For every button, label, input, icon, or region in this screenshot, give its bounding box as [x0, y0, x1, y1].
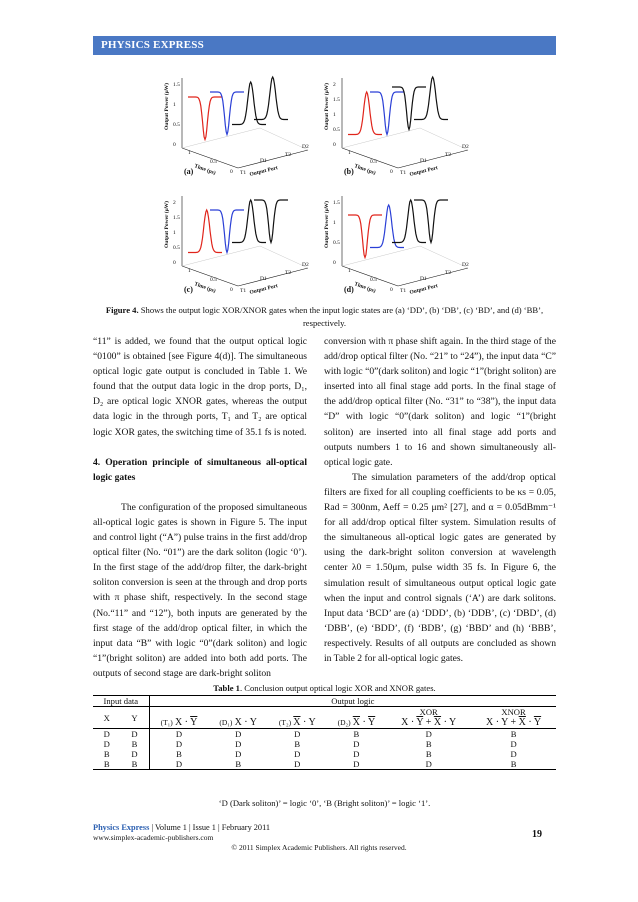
xor-expr-a: X · — [401, 717, 417, 728]
col-t2-header — [268, 717, 327, 729]
table-cell: D — [235, 729, 242, 739]
table-cell: B — [425, 739, 432, 749]
grid-line — [342, 128, 420, 148]
pulse-curve-t2 — [392, 200, 426, 243]
pulse-curve-t2 — [232, 82, 266, 125]
table-row — [93, 729, 556, 740]
figure-panel-d — [320, 188, 475, 298]
y-axis-label: Output Power (μW) — [324, 82, 330, 130]
x-tick-label: 1 — [188, 150, 191, 156]
port-tick-label: T1 — [400, 288, 407, 294]
y-tick-label: 0 — [333, 260, 336, 266]
port-axis-label: Output Port — [249, 165, 279, 178]
table-cell: B — [425, 749, 432, 759]
x-tick-label: 1 — [348, 268, 351, 274]
x-tick-label: 0.5 — [210, 159, 217, 165]
table-cell: B — [120, 759, 149, 770]
y-tick-label: 2 — [333, 82, 336, 88]
col-x-header: X — [103, 712, 110, 723]
pulse-curve-t1 — [188, 210, 222, 253]
figure-panel-a — [160, 70, 315, 180]
y-tick-label: 0.5 — [173, 122, 180, 128]
grid-line — [260, 128, 308, 150]
table-footnote: ‘D (Dark soliton)’ = logic ‘0’, ‘B (Bright soliton)’ = logic ‘1’. — [218, 798, 431, 808]
footer-journal-line — [93, 823, 270, 832]
grid-line — [420, 128, 468, 150]
d1-label: (D₁) — [219, 718, 233, 727]
table-cell: B — [103, 749, 110, 759]
output-power-plot — [320, 188, 475, 298]
figure-panel-b — [320, 70, 475, 180]
col-d1-header — [208, 717, 268, 729]
d2-label: (D₂) — [337, 718, 351, 727]
table-row — [93, 739, 556, 749]
port-tick-label: D1 — [420, 276, 427, 282]
y-tick-label: 2 — [173, 200, 176, 206]
x-axis-label: Time (ps) — [353, 281, 377, 295]
col-d2-header — [327, 717, 387, 729]
journal-title: PHYSICS EXPRESS — [101, 39, 204, 51]
port-tick-label: D1 — [420, 158, 427, 164]
y-tick-label: 1 — [173, 102, 176, 108]
table-cell: B — [510, 759, 517, 769]
table-caption-text: . Conclusion output optical logic XOR and XNOR gates. — [239, 683, 436, 693]
table-cell: D — [175, 759, 183, 769]
d2-expr-a: $\overline{X}$ — [352, 717, 361, 728]
figure-4 — [160, 70, 480, 295]
y-tick-label: 0 — [173, 142, 176, 148]
t2-expr-b: · Y — [300, 717, 316, 728]
footer-copyright: © 2011 Simplex Academic Publishers. All rights reserved. — [231, 843, 407, 852]
col-xnor-expr — [471, 717, 556, 729]
d2-expr-mid: · — [360, 717, 368, 728]
table-cell: D — [235, 739, 242, 749]
x-axis-label: Time (ps) — [353, 163, 377, 177]
group-input-header: Input data — [93, 696, 149, 707]
y-tick-label: 0.5 — [333, 240, 340, 246]
table-cell: D — [510, 739, 517, 749]
y-tick-label: 1.5 — [333, 97, 340, 103]
grid-line — [342, 246, 420, 266]
x-tick-label: 0.5 — [210, 277, 217, 283]
figure-caption-label: Figure 4. — [105, 305, 139, 315]
x-tick-label: 0.5 — [370, 277, 377, 283]
table-cell: D — [353, 749, 360, 759]
grid-line — [182, 246, 260, 266]
x-tick-label: 0 — [230, 169, 233, 175]
port-axis-label: Output Port — [409, 283, 439, 296]
right-paragraph-2: The simulation parameters of the add/drop optical filters are fixed for all coupling coefficients to be κs = 0.05, Rad = 300nm, Aeff = 0.25 μm² [27], and α = 0.05dBmm⁻¹ for all add/drop optical filter system. Simulation results of the simultaneous all-optical logic gates are generated by using the dark-bright soliton conversion at wavelength center λ0 = 1.50μm, pulse width 35 fs. In Figure 6, the simulation result of simultaneous output optical logic gate when the input and control signals (‘A’) are dark solitons. Input data ‘BCD’ are (a) ‘DDD’, (b) ‘DDB’, (c) ‘DBD’, (d) ‘DBB’, (e) ‘BDD’, (f) ‘BDB’, (g) ‘BBD’ and (h) ‘BBB’, respectively. Results of all outputs are concluded as shown in Table 2 for all-optical logic gates. — [324, 471, 556, 664]
y-tick-label: 0.5 — [173, 245, 180, 251]
table-cell: B — [510, 729, 517, 739]
figure-panel-c — [160, 188, 315, 298]
table-caption-label: Table 1 — [213, 683, 240, 693]
table-cell: D — [510, 749, 517, 759]
figure-caption — [93, 304, 556, 330]
y-tick-label: 1.5 — [173, 82, 180, 88]
xor-expr-d: $\overline{X}$ — [433, 717, 442, 728]
table-cell: D — [294, 729, 301, 739]
output-power-plot — [160, 70, 315, 180]
port-tick-label: T2 — [285, 270, 292, 276]
port-tick-label: D1 — [260, 276, 267, 282]
xor-expr-e: · Y — [441, 717, 457, 728]
table-cell: D — [425, 729, 432, 739]
y-tick-label: 1.5 — [333, 200, 340, 206]
x-tick-label: 0 — [230, 287, 233, 293]
table-cell: D — [175, 739, 183, 749]
panel-label: (b) — [344, 167, 354, 176]
pulse-curve-d1 — [370, 205, 404, 248]
y-axis-label: Output Power (μW) — [164, 82, 170, 130]
y-tick-label: 1 — [173, 230, 176, 236]
logic-table — [93, 695, 556, 770]
table-cell: B — [235, 759, 242, 769]
port-tick-label: T1 — [240, 288, 247, 294]
figure-caption-text: Shows the output logic XOR/XNOR gates when the input logic states are (a) ‘DD’, (b) ‘DB’, (c) ‘BD’, and (d) ‘BB’, respectively. — [138, 305, 544, 328]
x-tick-label: 1 — [348, 150, 351, 156]
pulse-curve-d1 — [210, 92, 244, 135]
pulse-curve-t1 — [188, 97, 222, 140]
output-power-plot — [160, 188, 315, 298]
y-tick-label: 0.5 — [333, 127, 340, 133]
y-tick-label: 0 — [173, 260, 176, 266]
panel-label: (c) — [184, 285, 193, 294]
group-output-header: Output logic — [331, 696, 375, 706]
footer-issue: | Volume 1 | Issue 1 | February 2011 — [149, 823, 271, 832]
table-cell: D — [235, 749, 242, 759]
port-tick-label: D2 — [302, 262, 309, 268]
grid-line — [260, 246, 308, 268]
col-xnor-header: XNOR — [501, 707, 526, 717]
pulse-curve-t2 — [392, 87, 426, 130]
pulse-curve-t1 — [348, 215, 382, 258]
right-paragraph-1: conversion with π phase shift again. In the third stage of the add/drop optical filter (No. “21” to “24”), the input data “C” with logic “0”(dark soliton) and logic “1”(bright soliton) are inserted into all final stage add ports. In the final stage of the add/drop optical filter (No. “31” to “38”), the input data “D” with logic “0”(dark soliton) and logic “1”(bright soliton) are inserted into all final stage add ports and outputs numbers 1 to 16 and shown simultaneously all-optical logic gate. — [324, 336, 556, 468]
grid-line — [420, 246, 468, 268]
t2-label: (T₂) — [278, 718, 292, 727]
y-tick-label: 0 — [333, 142, 336, 148]
pulse-curve-d2 — [254, 77, 288, 120]
table-cell: B — [176, 749, 182, 759]
xnor-expr-b: $\overline{X}$ — [518, 717, 526, 728]
t2-expr-a: $\overline{X}$ — [293, 717, 301, 728]
port-tick-label: D1 — [260, 158, 267, 164]
table-cell: B — [103, 759, 110, 769]
port-tick-label: D2 — [302, 144, 309, 150]
table-cell: D — [353, 739, 360, 749]
table-cell: D — [294, 749, 301, 759]
x-axis-label: Time (ps) — [193, 281, 217, 295]
table-cell: D — [120, 729, 149, 740]
pulse-curve-d2 — [414, 77, 448, 120]
col-y-header: Y — [120, 707, 149, 729]
pulse-curve-d1 — [370, 92, 404, 135]
table-cell: D — [425, 759, 432, 769]
pulse-curve-d2 — [254, 200, 288, 243]
table-cell: D — [103, 729, 110, 739]
table-cell: D — [294, 759, 301, 769]
col-t1-header — [149, 717, 208, 729]
grid-line — [182, 128, 260, 148]
y-tick-label: 1 — [333, 220, 336, 226]
table-row — [93, 749, 556, 759]
left-paragraph-2: The configuration of the proposed simultaneous all-optical logic gates is shown in Figure 5. The input and control light (“A”) pulse trains in the first add/drop optical filter (No. “01”) are the dark soliton (logic ‘0’). In the first stage of the add/drop filter, the dark-bright soliton conversion is seen at the through and drop ports with π phase shift, respectively. In the second stage (No.“11” and “12”), both inputs are generated by the first stage of the add/drop optical filter, in which the input data “B” with logic “0”(dark soliton) and logic “1”(bright soliton) are added into both add ports. The outputs of second stage are dark-bright soliton — [93, 501, 307, 679]
port-tick-label: D2 — [462, 262, 469, 268]
table-caption — [93, 683, 556, 693]
pulse-curve-d2 — [414, 200, 448, 243]
xor-expr-c: + — [423, 717, 434, 728]
port-tick-label: T2 — [285, 152, 292, 158]
d2-expr-b: $\overline{Y}$ — [367, 717, 376, 728]
pulse-curve-t1 — [348, 92, 382, 135]
panel-label: (d) — [344, 285, 354, 294]
port-tick-label: T2 — [445, 152, 452, 158]
port-axis-label: Output Port — [409, 165, 439, 178]
section-heading: 4. Operation principle of simultaneous all-optical logic gates — [93, 456, 307, 483]
journal-header-bar — [93, 36, 556, 55]
pulse-curve-t2 — [232, 200, 266, 243]
x-tick-label: 0 — [390, 169, 393, 175]
col-xor-header: XOR — [419, 707, 438, 717]
pulse-curve-d1 — [210, 210, 244, 253]
d1-expr: X · Y — [234, 717, 257, 728]
t1-expr-a: X · — [174, 717, 191, 728]
x-tick-label: 0.5 — [370, 159, 377, 165]
y-tick-label: 1 — [333, 112, 336, 118]
panel-label: (a) — [184, 167, 194, 176]
left-paragraph-1: “11” is added, we found that the output optical logic “0100” is obtained [see Figure 4(d)]. The simultaneous optical logic gate output is concluded in Table 1. We found that the output data logic in the drop ports, D₁, D₂ are optical logic XNOR gates, whereas the output data logic in the through ports, T₁ and T₂ are optical logic XOR gates, the switching time of 35.1 fs is noted. — [93, 336, 307, 438]
xnor-expr-c: · — [525, 717, 534, 728]
table-cell: D — [175, 729, 183, 739]
y-axis-label: Output Power (μW) — [164, 200, 170, 248]
t1-label: (T₁) — [160, 718, 173, 727]
port-tick-label: D2 — [462, 144, 469, 150]
right-column — [324, 334, 556, 666]
port-axis-label: Output Port — [249, 283, 279, 296]
x-axis-label: Time (ps) — [193, 163, 217, 177]
y-axis-label: Output Power (μW) — [324, 200, 330, 248]
table-cell: D — [120, 749, 149, 759]
page-number: 19 — [532, 829, 542, 840]
table-cell: D — [103, 739, 110, 749]
col-xor-expr — [386, 717, 471, 729]
table-cell: D — [353, 759, 360, 769]
table-cell: B — [353, 729, 360, 739]
port-tick-label: T2 — [445, 270, 452, 276]
output-power-plot — [320, 70, 475, 180]
x-tick-label: 0 — [390, 287, 393, 293]
xor-expr-b: $\overline{Y}$ — [416, 717, 424, 728]
y-tick-label: 1.5 — [173, 215, 180, 221]
left-column — [93, 334, 307, 681]
xnor-expr-d: $\overline{Y}$ — [533, 717, 542, 728]
footer-journal-name: Physics Express — [93, 823, 150, 832]
port-tick-label: T1 — [400, 170, 407, 176]
table-row — [93, 759, 556, 770]
port-tick-label: T1 — [240, 170, 247, 176]
table-cell: B — [120, 739, 149, 749]
table-cell: B — [294, 739, 301, 749]
t1-expr-b: $\overline{Y}$ — [190, 717, 198, 728]
xnor-expr-a: X · Y + — [486, 717, 519, 728]
footer-url: www.simplex-academic-publishers.com — [93, 833, 214, 842]
x-tick-label: 1 — [188, 268, 191, 274]
